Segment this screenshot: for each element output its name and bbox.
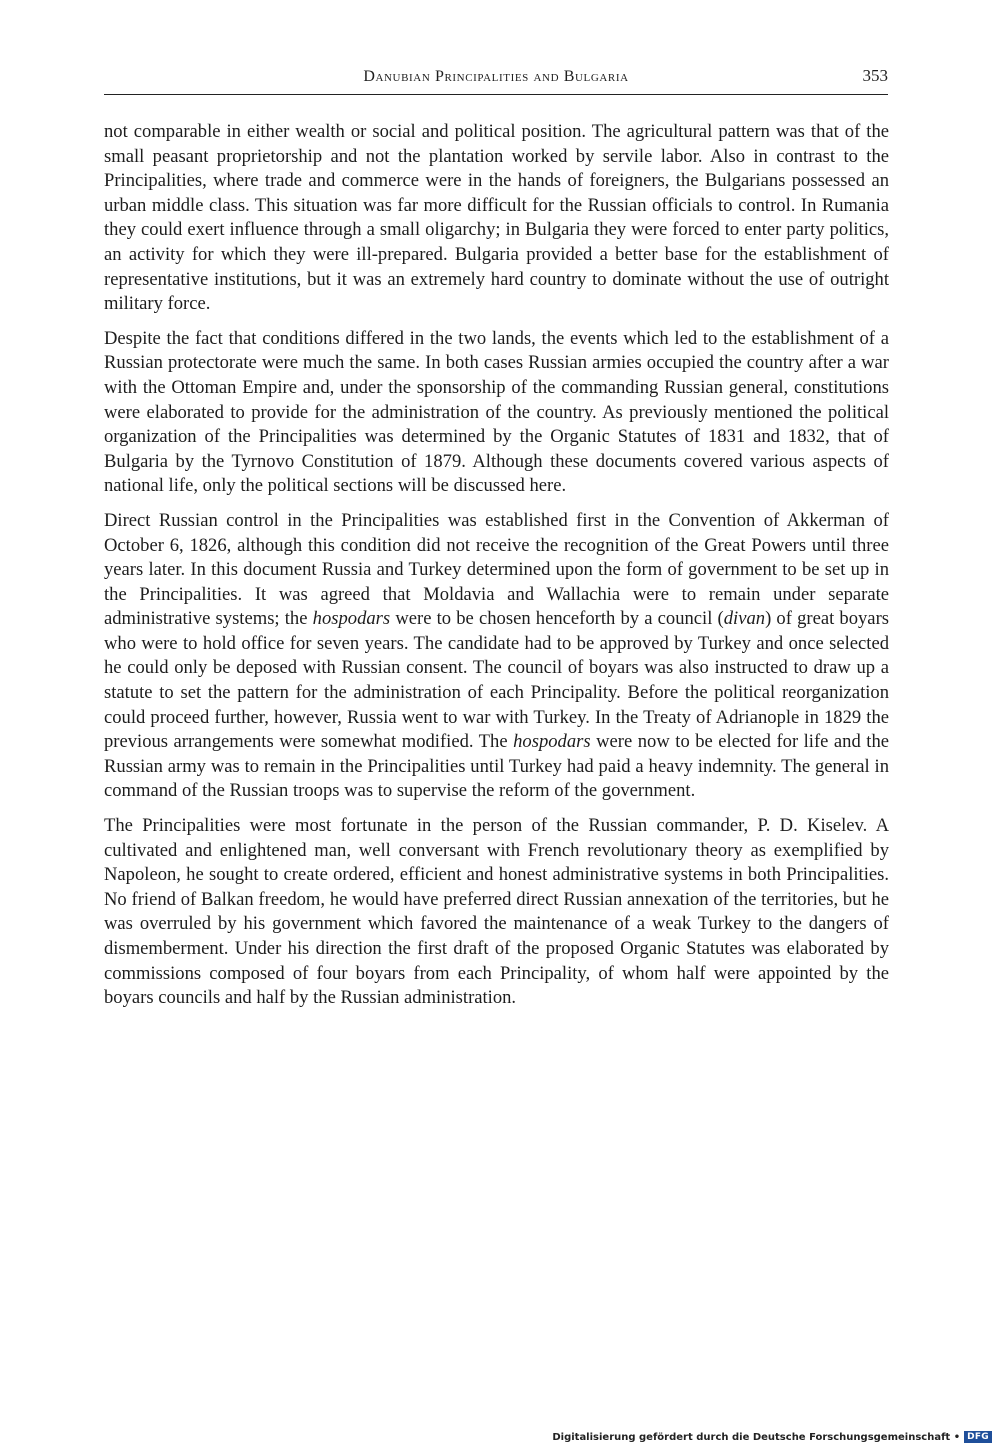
italic-term-hospodars-2: hospodars: [513, 731, 591, 753]
body-text: [104, 120, 889, 1021]
digitization-credit: [552, 1431, 992, 1443]
italic-term-divan: divan: [723, 608, 766, 630]
credit-text: Digitalisierung gefördert durch die Deutsche Forschungsgemeinschaft •: [552, 1431, 961, 1443]
paragraph-4: [104, 814, 889, 1011]
paragraph-1: [104, 120, 889, 317]
paragraph-3-text-d: were now to be elected for life and the Russian army was to remain in the Principalities until Turkey had paid a heavy indemnity. The general in command of the Russian troops was to supervise the reform of the government.: [104, 731, 889, 802]
paragraph-3-text-c: ) of great boyars who were to hold office for seven years. The candidate had to be approved by Turkey and once selected he could only be deposed with Russian consent. The council of boyars was also instructed to draw up a statute to set the pattern for the administration of each Principality. Before the political reorganization could proceed further, however, Russia went to war with Turkey. In the Treaty of Adrianople in 1829 the previous arrangements were somewhat modified. The: [104, 608, 889, 753]
paragraph-2-text: Despite the fact that conditions differed in the two lands, the events which led to the establishment of a Russian protectorate were much the same. In both cases Russian armies occupied the country after a war with the Ottoman Empire and, under the sponsorship of the commanding Russian general, constitutions were elaborated to provide for the administration of the country. As previously mentioned the political organization of the Principalities was determined by the Organic Statutes of 1831 and 1832, that of Bulgaria by the Tyrnovo Constitution of 1879. Although these documents covered various aspects of national life, only the political sections will be discussed here.: [104, 327, 889, 497]
paragraph-2: [104, 327, 889, 499]
paragraph-1-text: not comparable in either wealth or social and political position. The agricultural pattern was that of the small peasant proprietorship and not the plantation worked by servile labor. Also in contrast to the Principalities, where trade and commerce were in the hands of foreigners, the Bulgarians possessed an urban middle class. This situation was far more difficult for the Russian officials to control. In Rumania they could exert influence through a small oligarchy; in Bulgaria they were forced to enter party politics, an activity for which they were ill-prepared. Bulgaria provided a better base for the establishment of representative institutions, but it was an extremely hard country to dominate without the use of outright military force.: [104, 121, 889, 315]
italic-term-hospodars: hospodars: [312, 608, 391, 630]
paragraph-4-text: The Principalities were most fortunate in the person of the Russian commander, P. D. Kiselev. A cultivated and enlightened man, well conversant with French revolutionary theory as exemplified by Napoleon, he sought to create ordered, efficient and honest administrative systems in both Principalities. No friend of Balkan freedom, he would have preferred direct Russian annexation of the territories, but he was overruled by his government which favored the maintenance of a weak Turkey to the dangers of dismemberment. Under his direction the first draft of the proposed Organic Statutes was elaborated by commissions composed of four boyars from each Principality, of whom half were appointed by the boyars councils and half by the Russian administration.: [104, 815, 889, 1009]
running-header: [104, 66, 888, 95]
paragraph-3-text-a: Direct Russian control in the Principalities was established first in the Convention of Akkerman of October 6, 1826, although this condition did not receive the recognition of the Great Powers until three years later. In this document Russia and Turkey determined upon the form of government to be set up in the Principalities. It was agreed that Moldavia and Wallachia were to remain under separate administrative systems; the: [104, 509, 889, 630]
paragraph-3: [104, 509, 889, 804]
page-number: 353: [862, 66, 888, 85]
paragraph-3-text-b: were to be chosen henceforth by a council (: [390, 608, 724, 630]
dfg-logo: DFG: [964, 1431, 992, 1443]
running-title: Danubian Principalities and Bulgaria: [363, 68, 629, 85]
